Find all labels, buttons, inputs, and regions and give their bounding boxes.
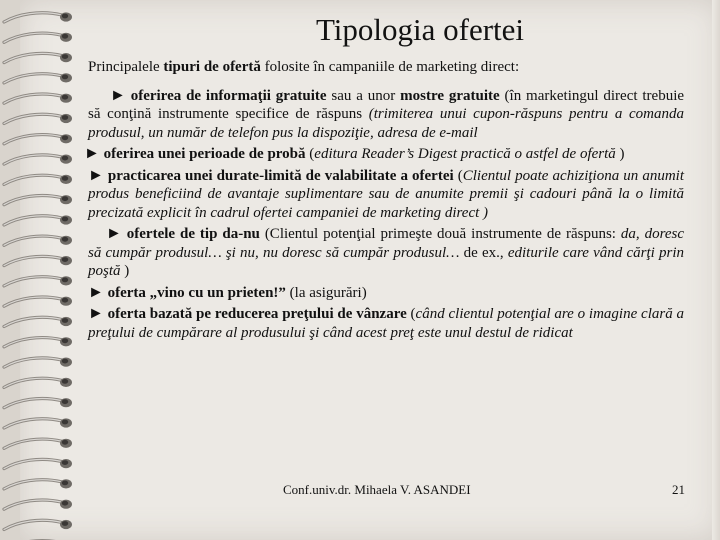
item1-bold2: mostre gratuite [400, 87, 500, 104]
item2-bold: oferirea unei perioade de probă [103, 146, 306, 162]
item2-open: ( [305, 146, 315, 162]
item4-italic2: editurile care vând cărţi prin poştă [88, 244, 685, 279]
list-item [88, 167, 684, 223]
page-title: Tipologia ofertei [315, 12, 525, 47]
item4-close: ) [120, 263, 130, 279]
list-item [88, 305, 684, 342]
item3-bold: practicarea unei durate-limită de valabilitate a ofertei [107, 167, 454, 184]
item3-italic: Clientul poate achiziţiona un anumit produs beneficiind de avantaje suplimentare sau de anumite premii şi cadouri până la o limită precizată explicit în cadrul ofertei campaniei de marketing direct ) [88, 167, 685, 221]
spiral-binding-icon [0, 0, 80, 540]
bullet-marker-icon: ► [84, 145, 100, 162]
footer [0, 482, 720, 504]
intro-bold: tipuri de ofertă [163, 59, 261, 75]
item6-open: ( [406, 306, 416, 322]
bullet-marker-icon: ► [88, 166, 104, 184]
item2-italic: editura Reader’s Digest practică o astfel de ofertă [314, 146, 616, 162]
item6-bold: oferta bazată pe reducerea preţului de vânzare [107, 306, 407, 322]
bullet-marker-icon: ► [88, 283, 104, 301]
item1-italic: (trimiterea unui cupon-răspuns pentru a comanda produsul, un număr de telefon pus la dispoziţie, adresa de e-mail [88, 106, 684, 141]
slide-content [84, 58, 685, 342]
item4-italic: da, doresc să cumpăr produsul… şi nu, nu doresc să cumpăr produsul… [88, 226, 685, 261]
intro-post: folosite în campaniile de marketing direct: [260, 59, 520, 75]
item1-rest: (în marketingul direct trebuie să conţină instrumente specifice de răspuns [88, 87, 685, 122]
intro-pre: Principalele [88, 59, 164, 75]
list-item [84, 145, 684, 164]
page-number: 21 [672, 482, 685, 497]
item5-bold: oferta „vino cu un prieten!” [107, 284, 286, 301]
bullet-marker-icon: ► [88, 305, 104, 322]
intro-paragraph [88, 58, 684, 77]
bullet-marker-icon: ► [110, 86, 126, 104]
item2-close: ) [615, 146, 625, 162]
item1-bold1: oferirea de informaţii gratuite [130, 87, 327, 104]
item6-italic: când clientul potenţial are o imagine clară a preţului de cumpărare al produsului şi când acest preţ este unul destul de ridicat [88, 306, 685, 341]
list-item [88, 225, 684, 281]
item3-open: ( [453, 167, 463, 184]
footer-author: Conf.univ.dr. Mihaela V. ASANDEI [283, 482, 471, 497]
item4-bold: ofertele de tip da-nu [126, 226, 260, 242]
item5-rest: (la asigurări) [285, 284, 367, 301]
item4-rest: (Clientul potenţial primeşte două instrumente de răspuns: [259, 226, 621, 242]
bullet-marker-icon: ► [106, 225, 122, 242]
item4-ex: de ex., [463, 244, 504, 261]
list-item [88, 87, 684, 143]
list-item [88, 284, 684, 303]
item1-mid: sau a unor [326, 87, 401, 104]
